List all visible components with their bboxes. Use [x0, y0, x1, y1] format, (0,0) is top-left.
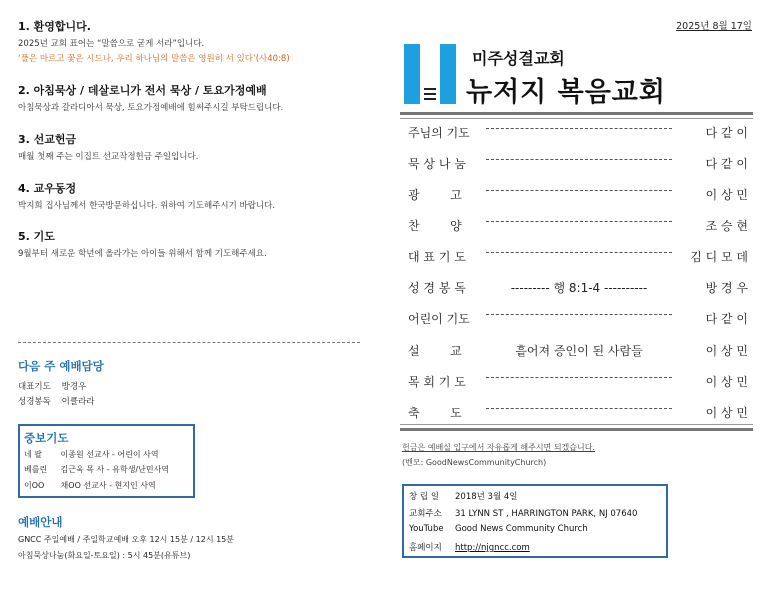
missionary: 김근욱 목 사 - 유학생/난민사역	[60, 465, 170, 474]
order-leader: 조 승 현	[705, 219, 748, 233]
order-label: 어린이 기도	[408, 312, 470, 326]
founded-date: 2018년 3월 4일	[455, 492, 518, 502]
info-key: YouTube	[409, 524, 444, 534]
order-leader: 이 상 민	[705, 344, 748, 358]
order-leader: 이 상 민	[705, 188, 748, 202]
order-label: 성 경 봉 독	[408, 281, 466, 295]
missionary: 채OO 선교사 - 현지인 사역	[60, 481, 156, 490]
country: 베를린	[24, 465, 48, 474]
notice-5-title: 5. 기도	[18, 230, 55, 243]
order-detail: --------- 행 8:1-4 ----------	[510, 281, 648, 295]
order-label: 주님의 기도	[408, 126, 470, 140]
intercession-row	[24, 449, 159, 460]
church-subtitle: 미주성결교회	[472, 49, 565, 68]
order-dash-line	[486, 128, 672, 129]
notice-5-body: 9월부터 새로운 학년에 올라가는 아이들 위해서 함께 기도해주세요.	[18, 249, 267, 259]
order-label: 묵 상 나 눔	[408, 157, 466, 171]
youtube-channel[interactable]: Good News Community Church	[455, 524, 588, 534]
next-week-row	[18, 380, 86, 392]
order-label: 대 표 기 도	[408, 250, 466, 264]
order-leader: 다 같 이	[705, 157, 748, 171]
country: 이OO	[24, 481, 45, 490]
order-row	[408, 279, 748, 299]
venmo-note: (벤모: GoodNewsCommunityChurch)	[402, 458, 547, 467]
next-week-row	[18, 395, 95, 407]
order-leader: 김 디 모 데	[690, 250, 748, 264]
intercession-row	[24, 464, 169, 475]
order-top-rule	[400, 118, 753, 119]
role-name: 방경우	[61, 382, 87, 392]
church-address: 31 LYNN ST , HARRINGTON PARK, NJ 07640	[455, 509, 638, 519]
notice-1-title: 1. 환영합니다.	[18, 20, 91, 33]
order-row	[408, 248, 748, 268]
intercession-row	[24, 480, 156, 491]
order-label: 찬 양	[408, 219, 462, 233]
order-dash-line	[486, 314, 672, 315]
order-row	[408, 310, 748, 330]
order-leader: 다 같 이	[705, 126, 748, 140]
order-bottom-rule	[400, 428, 753, 431]
homepage-link[interactable]: http://njgncc.com	[455, 543, 530, 553]
order-row	[408, 373, 748, 393]
offering-note: 헌금은 예배실 입구에서 자유롭게 해주시면 되겠습니다.	[402, 443, 595, 452]
bulletin-date: 2025년 8월 17일	[676, 21, 752, 32]
church-info	[409, 490, 637, 558]
role-name: 이클라라	[61, 397, 95, 407]
order-leader: 이 상 민	[705, 375, 748, 389]
order-leader: 이 상 민	[705, 406, 748, 420]
order-dash-line	[486, 408, 672, 409]
order-label: 설 교	[408, 344, 462, 358]
church-name: 뉴저지 복음교회	[466, 77, 666, 108]
worship-info-line: GNCC 주일예배 / 주일학교예배 오후 12시 15분 / 12시 15분	[18, 535, 234, 544]
notice-3-body: 매월 첫째 주는 이집트 선교작정헌금 주일입니다.	[18, 152, 199, 162]
order-leader: 방 경 우	[705, 281, 748, 295]
missionary: 이종원 선교사 - 어린이 사역	[60, 450, 159, 459]
role-label: 대표기도	[18, 382, 51, 392]
order-dash-line	[486, 252, 672, 253]
notice-2-body: 아침묵상과 갈라디아서 묵상, 토요가정예배에 힘써주시길 부탁드립니다.	[18, 103, 284, 113]
order-top-rule	[400, 112, 753, 115]
order-dash-line	[486, 159, 672, 160]
worship-info-line: 아침묵상나눔(화요일-토요일) : 5시 45분(유튜브)	[18, 551, 191, 560]
order-leader: 다 같 이	[705, 312, 748, 326]
info-key: 홈페이지	[409, 543, 442, 553]
info-key: 창 립 일	[409, 492, 440, 502]
order-label: 광 고	[408, 188, 462, 202]
order-row	[408, 342, 748, 362]
order-label: 축 도	[408, 406, 462, 420]
order-dash-line	[486, 190, 672, 191]
intercession-title: 중보기도	[24, 431, 69, 445]
order-dash-line	[486, 221, 672, 222]
notice-4-body: 박지희 집사님께서 한국방문하십니다. 위하여 기도해주시기 바랍니다.	[18, 201, 276, 211]
order-label: 목 회 기 도	[408, 375, 466, 389]
order-row	[408, 217, 748, 237]
order-row	[408, 404, 748, 424]
role-label: 성경봉독	[18, 397, 51, 407]
order-dash-line	[486, 377, 672, 378]
order-bottom-rule	[400, 424, 753, 425]
order-row	[408, 155, 748, 175]
order-row	[408, 186, 748, 206]
info-key: 교회주소	[409, 509, 442, 519]
notice-2-title: 2. 아침묵상 / 데살로니가 전서 묵상 / 토요가정예배	[18, 84, 267, 97]
worship-info-title: 예배안내	[18, 515, 63, 529]
section-divider	[18, 342, 360, 343]
notice-3-title: 3. 선교헌금	[18, 133, 77, 146]
notice-4-title: 4. 교우동정	[18, 182, 77, 195]
notice-1-body: 2025년 교회 표어는 “말씀으로 굳게 서라”입니다.	[18, 39, 205, 49]
order-row	[408, 124, 748, 144]
country: 네 팔	[24, 450, 42, 459]
order-detail: 흩어져 증인이 된 사람들	[515, 344, 643, 358]
next-week-title: 다음 주 예배담당	[18, 359, 104, 373]
notice-1-verse: ‘풀은 마르고 꽃은 시드나, 우리 하나님의 말씀은 영원히 서 있다’(사40:8)	[18, 54, 290, 64]
